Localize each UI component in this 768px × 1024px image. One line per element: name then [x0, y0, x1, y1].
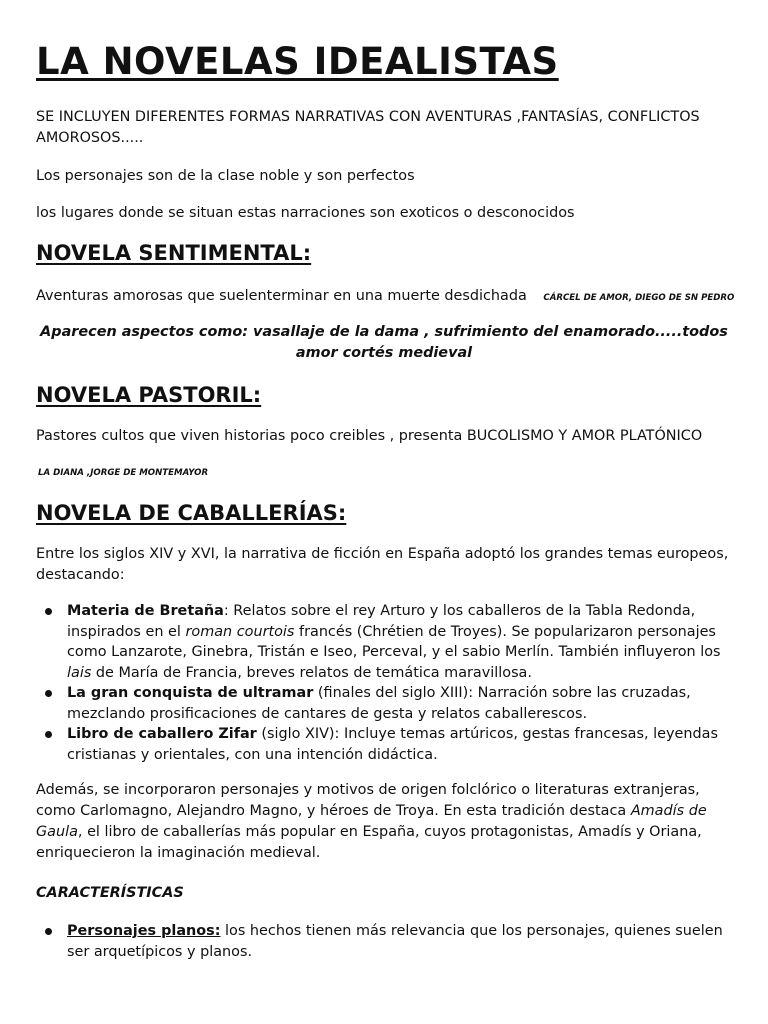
bullet-icon	[45, 731, 52, 738]
caracteristicas-list	[36, 921, 738, 962]
sentimental-aspects: Aparecen aspectos como: vasallaje de la dama , sufrimiento del enamorado.....todos amor cortés medieval	[40, 324, 728, 361]
list-item: Personajes planos: los hechos tienen más relevancia que los personajes, quienes suelen ser arquetípicos y planos.	[36, 921, 738, 962]
caballerias-closing: Además, se incorporaron personajes y motivos de origen folclórico o literaturas extranjeras, como Carlomagno, Alejandro Magno, y héroes de Troya. En esta tradición destaca Amadís de Gaula, el libro de caballerías más popular en España, cuyos protagonistas, Amadís y Oriana, enriquecieron la imaginación medieval.	[36, 782, 707, 861]
caballerias-list	[36, 601, 738, 765]
heading-novela-pastoril: NOVELA PASTORIL:	[36, 383, 262, 407]
intro-paragraph-3: los lugares donde se situan estas narraciones son exoticos o desconocidos	[36, 205, 575, 221]
list-item: La gran conquista de ultramar (finales del siglo XIII): Narración sobre las cruzadas, mezclando prosificaciones de cantares de gesta y relatos caballerescos.	[36, 683, 738, 724]
pastoril-paragraph: Pastores cultos que viven historias poco creibles , presenta BUCOLISMO Y AMOR PLATÓNICO	[36, 428, 703, 444]
bullet-icon	[45, 608, 52, 615]
page-title: LA NOVELAS IDEALISTAS	[36, 40, 559, 83]
list-item: Libro de caballero Zifar (siglo XIV): Incluye temas artúricos, gestas francesas, leyendas cristianas y orientales, con una intención didáctica.	[36, 724, 738, 765]
bullet-icon	[45, 928, 52, 935]
heading-novela-sentimental: NOVELA SENTIMENTAL:	[36, 241, 312, 265]
intro-paragraph-2: Los personajes son de la clase noble y son perfectos	[36, 168, 415, 184]
bullet-icon	[45, 690, 52, 697]
list-item: Materia de Bretaña: Relatos sobre el rey Arturo y los caballeros de la Tabla Redonda, inspirados en el roman courtois francés (Chrétien de Troyes). Se popularizaron personajes como Lanzarote, Ginebra, Tristán e Iseo, Perceval, y el sabio Merlín. También influyeron los lais de María de Francia, breves relatos de temática maravillosa.	[36, 601, 738, 683]
heading-novela-caballerias: NOVELA DE CABALLERÍAS:	[36, 501, 347, 525]
sentimental-paragraph	[36, 286, 738, 309]
intro-paragraph-1: SE INCLUYEN DIFERENTES FORMAS NARRATIVAS CON AVENTURAS ,FANTASÍAS, CONFLICTOS AMOROSOS.....	[36, 109, 700, 146]
heading-caracteristicas: CARACTERÍSTICAS	[36, 885, 184, 901]
caballerias-intro: Entre los siglos XIV y XVI, la narrativa de ficción en España adoptó los grandes temas europeos, destacando:	[36, 546, 729, 583]
pastoril-reference: LA DIANA ,JORGE DE MONTEMAYOR	[38, 468, 209, 478]
sentimental-text: Aventuras amorosas que suelenterminar en una muerte desdichada	[36, 288, 527, 304]
sentimental-reference: CÁRCEL DE AMOR, DIEGO DE SN PEDRO	[543, 293, 735, 303]
